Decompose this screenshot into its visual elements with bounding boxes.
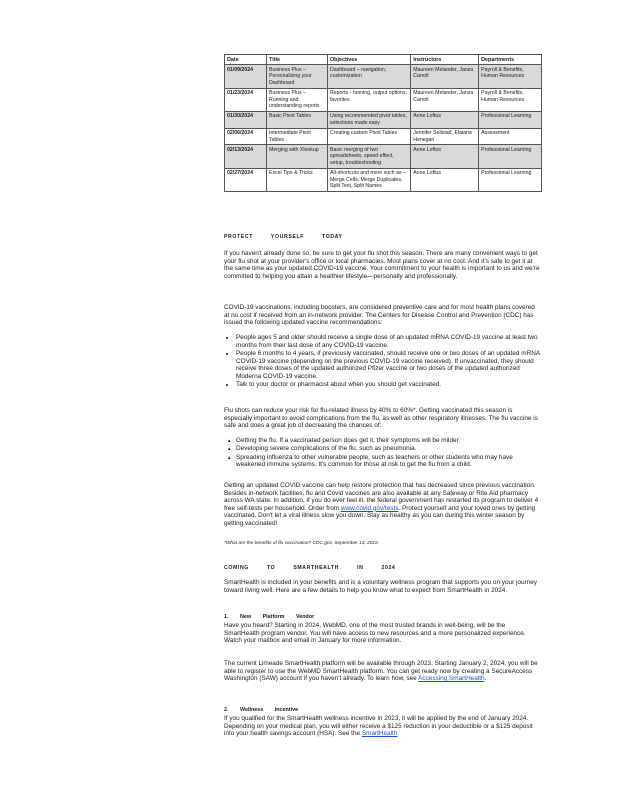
cell-departments: Professional Learning xyxy=(479,111,542,128)
cell-date: 01/09/2024 xyxy=(225,65,267,88)
covid-closing-paragraph xyxy=(224,482,540,528)
cell-date: 02/27/2024 xyxy=(225,168,267,191)
section-heading-smarthealth: COMING TO SMARTHEALTH IN 2024 xyxy=(224,565,396,571)
table-row xyxy=(225,111,542,128)
covid-tests-link[interactable]: www.covid.gov/tests xyxy=(340,504,399,512)
list-item: ▲ Spreading influenza to other vulnerable people, such as teachers or other students who may have weakened immune systems. It's common for those at risk to get the flu from a child. xyxy=(236,454,540,469)
item2-paragraph xyxy=(224,715,540,738)
cell-date: 02/13/2024 xyxy=(225,145,267,168)
cell-departments: Payroll & Benefits, Human Resources xyxy=(479,88,542,111)
cell-objectives: Using recommended pivot tables, selections made easy xyxy=(327,111,410,128)
cell-departments: Professional Learning xyxy=(479,145,542,168)
cell-departments: Payroll & Benefits, Human Resources xyxy=(479,65,542,88)
item1-title: 1. New Platform Vendor xyxy=(224,614,315,620)
table-row xyxy=(225,128,542,145)
cell-objectives: Alt-shortcuts and more such as – Merge Cells, Merge Duplicates, Split Text, Split Names xyxy=(327,168,410,191)
cell-date: 01/30/2024 xyxy=(225,111,267,128)
item1-text: The current Limeade SmartHealth platform will be available through 2023. Starting January 2, 2024, you will be able to register to use the WebMD SmartHealth platform. You can get ready now by creating a SecureAccess Washington (SAW) account if you haven't already. To learn how, see xyxy=(224,660,538,683)
item2-text: If you qualified for the SmartHealth wellness incentive in 2023, it will be applied by the end of January 2024. Depending on your medical plan, you will either receive a $125 reduction in your deductible or a $125 deposit into your health savings account (HSA). See the xyxy=(224,715,533,738)
cell-objectives: Basic merging of two spreadsheets, speed effect, setup, troubleshooting xyxy=(327,145,410,168)
cell-instructors: Anne Loftus xyxy=(411,168,479,191)
header-title: Title xyxy=(267,55,328,65)
item1-period: . xyxy=(484,675,487,683)
section-heading-protect: PROTECT YOURSELF TODAY xyxy=(224,234,343,240)
cell-title: Business Plus – Personalizing your Dashboard xyxy=(267,65,328,88)
cell-date: 02/06/2024 xyxy=(225,128,267,145)
training-schedule-table xyxy=(224,54,542,192)
list-item: • People 6 months to 4 years, if previously vaccinated, should receive one or two doses of an updated mRNA COVID-19 vaccine (depending on the previous COVID-19 vaccine received). If unvaccinated, they should receive three doses of the updated authorized Pfizer vaccine or two doses of the updated authorized Moderna COVID-19 vaccine. xyxy=(236,350,540,380)
list-item: • People ages 5 and older should receive a single dose of an updated mRNA COVID-19 vaccine at least two months from their last dose of any COVID-19 vaccine. xyxy=(236,334,540,349)
header-date: Date xyxy=(225,55,267,65)
citation: *What are the benefits of flu vaccination? CDC.gov, September 13, 2022. xyxy=(224,541,380,546)
covid-recommendations-list xyxy=(224,334,540,390)
cell-objectives: Creating custom Pivot Tables xyxy=(327,128,410,145)
cell-objectives: Reports - running, output options, favorites xyxy=(327,88,410,111)
accessing-smarthealth-link[interactable]: Accessing SmartHealth xyxy=(418,675,485,683)
cell-departments: Assessment xyxy=(479,128,542,145)
list-item: • Talk to your doctor or pharmacist about when you should get vaccinated. xyxy=(236,381,540,389)
cell-date: 01/23/2024 xyxy=(225,88,267,111)
table-body xyxy=(225,65,542,192)
list-item: ▲ Getting the flu. If a vaccinated person does get it, their symptoms will be milder. xyxy=(236,437,540,445)
cell-instructors: Maureen Melander, Janza Carroll xyxy=(411,88,479,111)
cell-instructors: Maureen Melander, Janza Carroll xyxy=(411,65,479,88)
table-row xyxy=(225,65,542,88)
covid-paragraph: COVID-19 vaccinations, including boosters, are considered preventive care and for most health plans covered at no cost if received from an in-network provider. The Centers for Disease Control and Prevention (CDC) has issued the following updated vaccine recommendations: xyxy=(224,304,535,327)
cell-title: Business Plus – Running and understanding reports xyxy=(267,88,328,111)
cell-instructors: Jennifer Sellstad, Elaiana Henegan xyxy=(411,128,479,145)
cell-instructors: Anne Loftus xyxy=(411,145,479,168)
table-header-row xyxy=(225,55,542,65)
item2-title: 2. Wellness Incentive xyxy=(224,707,299,713)
cell-title: Basic Pivot Tables xyxy=(267,111,328,128)
header-objectives: Objectives xyxy=(327,55,410,65)
flu-benefits-paragraph: Flu shots can reduce your risk for flu-related illness by 40% to 60%*. Getting vaccinated this season is especially important to avoid complications from the flu, as well as other respiratory illnesses. The flu vaccine is safe and does a great job of decreasing the chances of: xyxy=(224,407,538,430)
cell-title: Excel Tips & Tricks xyxy=(267,168,328,191)
header-instructors: Instructors xyxy=(411,55,479,65)
flu-benefits-list xyxy=(224,437,540,470)
table-row xyxy=(225,88,542,111)
closing-text-before-link: Getting an updated COVID vaccine can help restore protection that has decreased since previous vaccination. Besides in-network facilities, flu and Covid vaccines are also available at any Safeway or Rite Aid pharmacy across WA state. In addition, if you do ever feel ill, the federal government has restarted its program to deliver 4 free self-tests per household. Order from xyxy=(224,482,539,512)
table-row xyxy=(225,168,542,191)
smarthealth-link[interactable]: SmartHealth xyxy=(361,730,398,738)
cell-title: Intermediate Pivot Tables xyxy=(267,128,328,145)
cell-title: Merging with Xlookup xyxy=(267,145,328,168)
header-departments: Departments xyxy=(479,55,542,65)
cell-instructors: Anne Loftus xyxy=(411,111,479,128)
table-row xyxy=(225,145,542,168)
smarthealth-intro-paragraph: SmartHealth is included in your benefits and is a voluntary wellness program that supports you on your journey toward living well. Here are a few details to help you know what to expect from SmartHealth in 2024. xyxy=(224,579,537,594)
cell-objectives: Dashboard – navigation, customization xyxy=(327,65,410,88)
cell-departments: Professional Learning xyxy=(479,168,542,191)
item1-paragraph-2 xyxy=(224,660,540,683)
document-page xyxy=(224,54,542,738)
closing-text-after-link: . Protect yourself and your loved ones by getting vaccinated. Don't let a viral illness slow you down. Stay as healthy as you can during this winter season by getting vaccinated! xyxy=(224,504,536,527)
item1-paragraph: Have you heard? Starting in 2024, WebMD, one of the most trusted brands in well-being, will be the SmartHealth program vendor. You will have access to new resources and a more personalized experience. Watch your mailbox and email in January for more information. xyxy=(224,622,526,645)
list-item: ▲ Developing severe complications of the flu, such as pneumonia. xyxy=(236,445,540,453)
flu-intro-paragraph: If you haven't already done so, be sure to get your flu shot this season. There are many convenient ways to get your flu shot at your provider's office or local pharmacies. Most plans cover at no cost. And it's safe to get it at the same time as your updated COVID-19 vaccine. Your commitment to your health is important to us and we're committed to helping you attain a healthier lifestyle—personally and professionally. xyxy=(224,250,540,280)
